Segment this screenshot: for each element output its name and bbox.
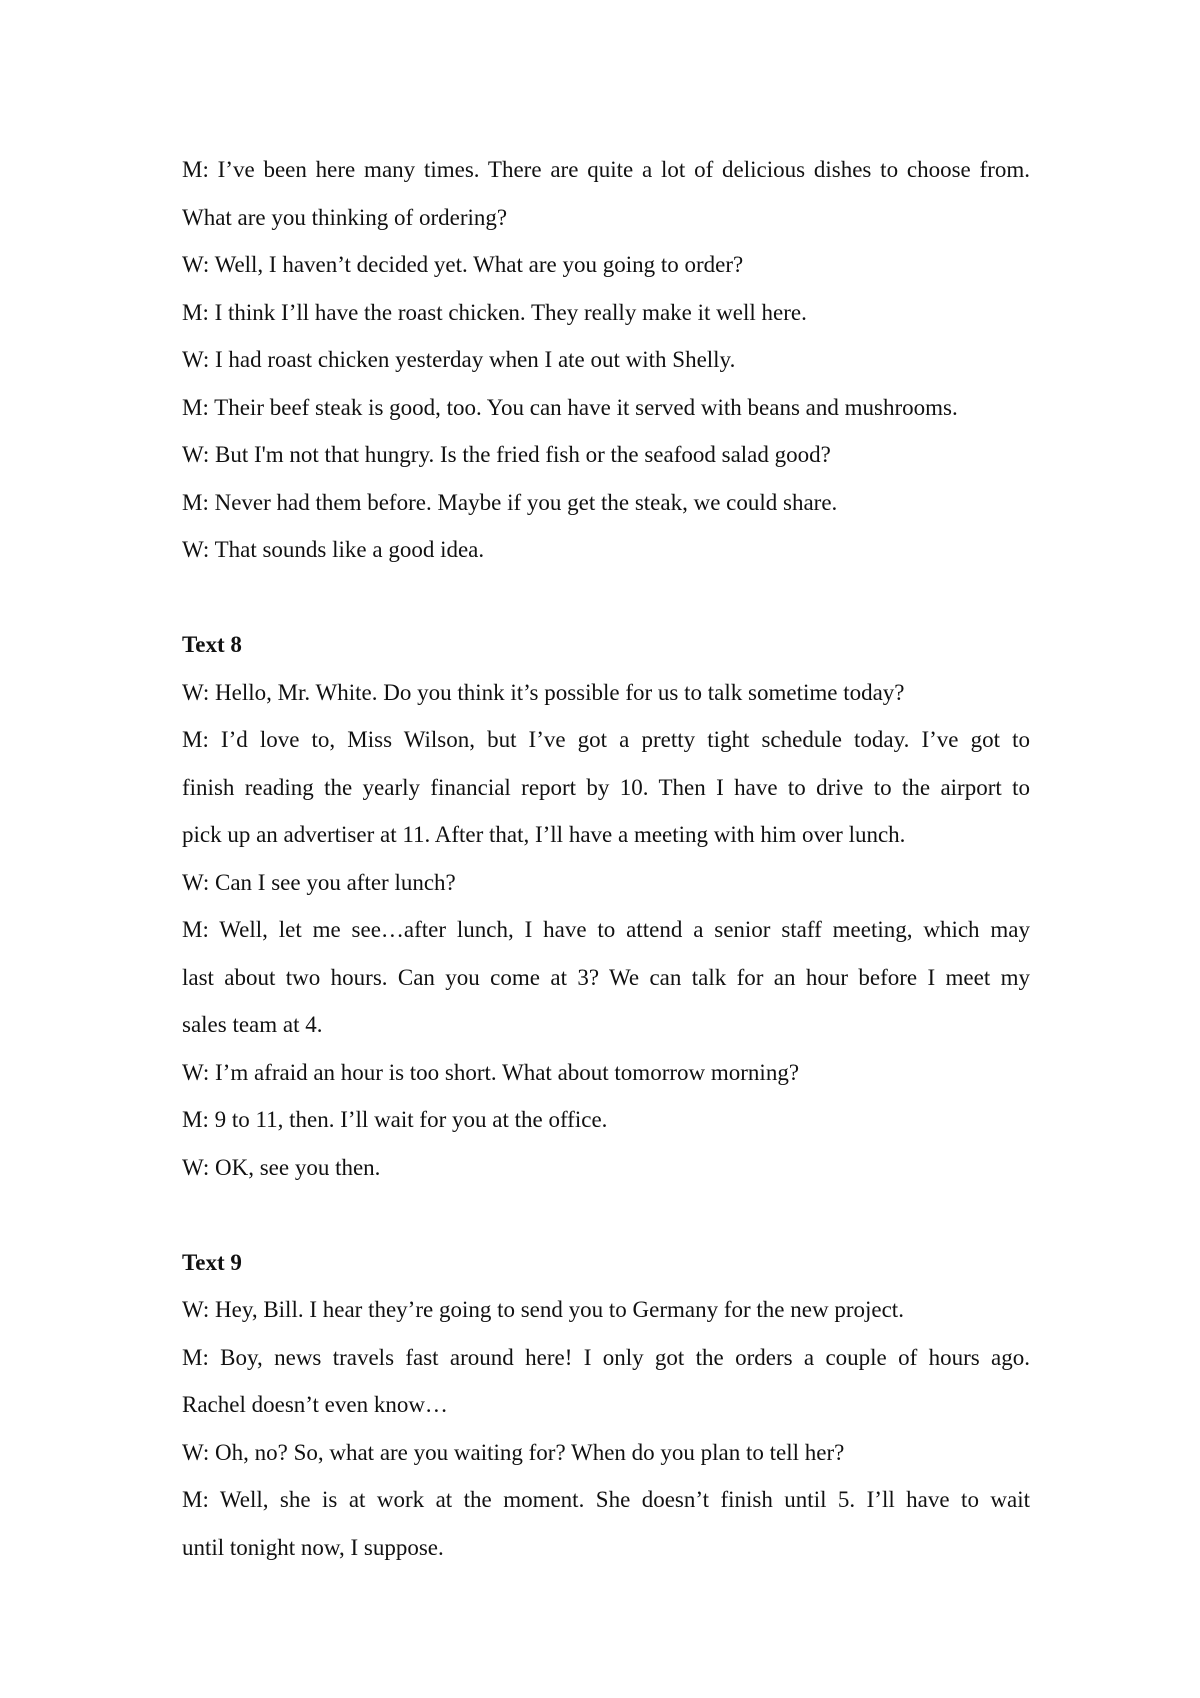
dialogue-line: sales team at 4. [182,1012,323,1037]
text-9-section [182,1239,1030,1572]
dialogue-line: W: I’m afraid an hour is too short. What about tomorrow morning? [182,1059,800,1085]
dialogue-line: W: Well, I haven’t decided yet. What are you going to order? [182,252,744,277]
dialogue-line: M: Well, let me see…after lunch, I have to attend a senior staff meeting, which may [182,917,1030,942]
section-heading: Text 8 [182,632,242,657]
dialogue-line: M: Boy, news travels fast around here! I only got the orders a couple of hours ago. [182,1344,1030,1370]
dialogue-line: M: Well, she is at work at the moment. She doesn’t finish until 5. I’ll have to wait [182,1487,1030,1512]
dialogue-line: W: I had roast chicken yesterday when I ate out with Shelly. [182,347,736,372]
dialogue-line: until tonight now, I suppose. [182,1534,444,1560]
dialogue-line: M: I’d love to, Miss Wilson, but I’ve got a pretty tight schedule today. I’ve got to [182,727,1030,752]
section-spacer [182,574,1030,622]
dialogue-line: last about two hours. Can you come at 3? We can talk for an hour before I meet my [182,964,1030,990]
dialogue-line: W: OK, see you then. [182,1154,381,1180]
text-8-section [182,621,1030,1191]
dialogue-restaurant [182,146,1030,574]
section-heading: Text 9 [182,1249,242,1275]
section-spacer [182,1191,1030,1239]
dialogue-line: M: Never had them before. Maybe if you get the steak, we could share. [182,489,838,515]
dialogue-line: M: I think I’ll have the roast chicken. They really make it well here. [182,299,807,325]
dialogue-line: W: Hello, Mr. White. Do you think it’s possible for us to talk sometime today? [182,679,905,705]
dialogue-line: W: But I'm not that hungry. Is the fried fish or the seafood salad good? [182,442,831,467]
dialogue-line: pick up an advertiser at 11. After that, I’ll have a meeting with him over lunch. [182,822,906,847]
dialogue-line: W: That sounds like a good idea. [182,537,485,562]
dialogue-line: W: Can I see you after lunch? [182,869,456,895]
dialogue-line: finish reading the yearly financial report by 10. Then I have to drive to the airport to [182,774,1030,800]
dialogue-line: M: Their beef steak is good, too. You can have it served with beans and mushrooms. [182,394,958,420]
dialogue-line: M: I’ve been here many times. There are quite a lot of delicious dishes to choose from. [182,157,1030,182]
dialogue-line: W: Oh, no? So, what are you waiting for? When do you plan to tell her? [182,1439,845,1465]
dialogue-line: Rachel doesn’t even know… [182,1392,448,1417]
dialogue-line: M: 9 to 11, then. I’ll wait for you at the office. [182,1107,608,1132]
document-body [182,146,1030,1571]
dialogue-line: What are you thinking of ordering? [182,204,508,230]
dialogue-line: W: Hey, Bill. I hear they’re going to send you to Germany for the new project. [182,1297,904,1322]
